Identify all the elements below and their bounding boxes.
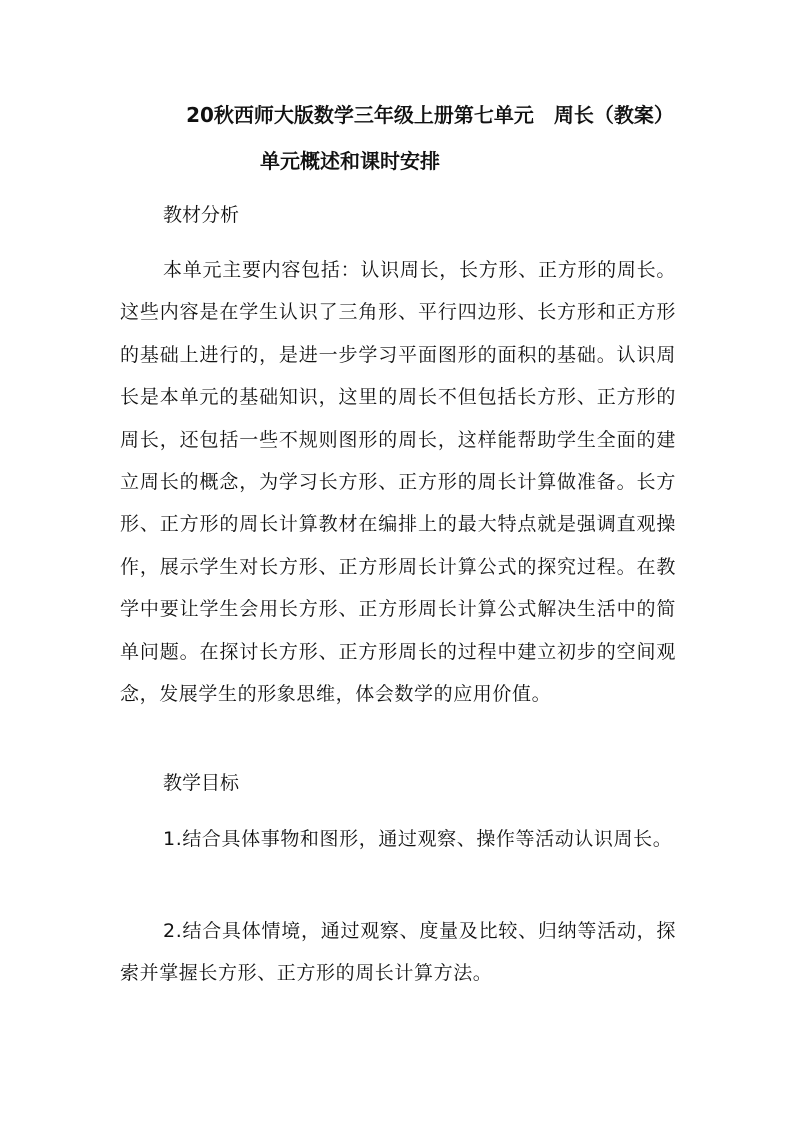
paragraph-goal-2: 2.结合具体情境，通过观察、度量及比较、归纳等活动，探索并掌握长方形、正方形的周长计算方法。 bbox=[120, 920, 676, 985]
paragraph-goal-1: 1.结合具体事物和图形，通过观察、操作等活动认识周长。 bbox=[163, 828, 673, 850]
section-heading-teaching-goals: 教学目标 bbox=[163, 772, 240, 794]
document-title: 20秋西师大版数学三年级上册第七单元 周长（教案） bbox=[186, 103, 674, 127]
paragraph-material-analysis: 本单元主要内容包括：认识周长，长方形、正方形的周长。这些内容是在学生认识了三角形、平行四边形、长方形和正方形的基础上进行的，是进一步学习平面图形的面积的基础。认识周长是本单元的基础知识，这里的周长不但包括长方形、正方形的周长，还包括一些不规则图形的周长，这样能帮助学生全面的建立周长的概念，为学习长方形、正方形的周长计算做准备。长方形、正方形的周长计算教材在编排上的最大特点就是强调直观操作，展示学生对长方形、正方形周长计算公式的探究过程。在教学中要让学生会用长方形、正方形周长计算公式解决生活中的简单问题。在探讨长方形、正方形周长的过程中建立初步的空间观念，发展学生的形象思维，体会数学的应用价值。 bbox=[120, 259, 676, 706]
section-heading-material-analysis: 教材分析 bbox=[163, 204, 240, 226]
document-subtitle: 单元概述和课时安排 bbox=[260, 149, 440, 173]
